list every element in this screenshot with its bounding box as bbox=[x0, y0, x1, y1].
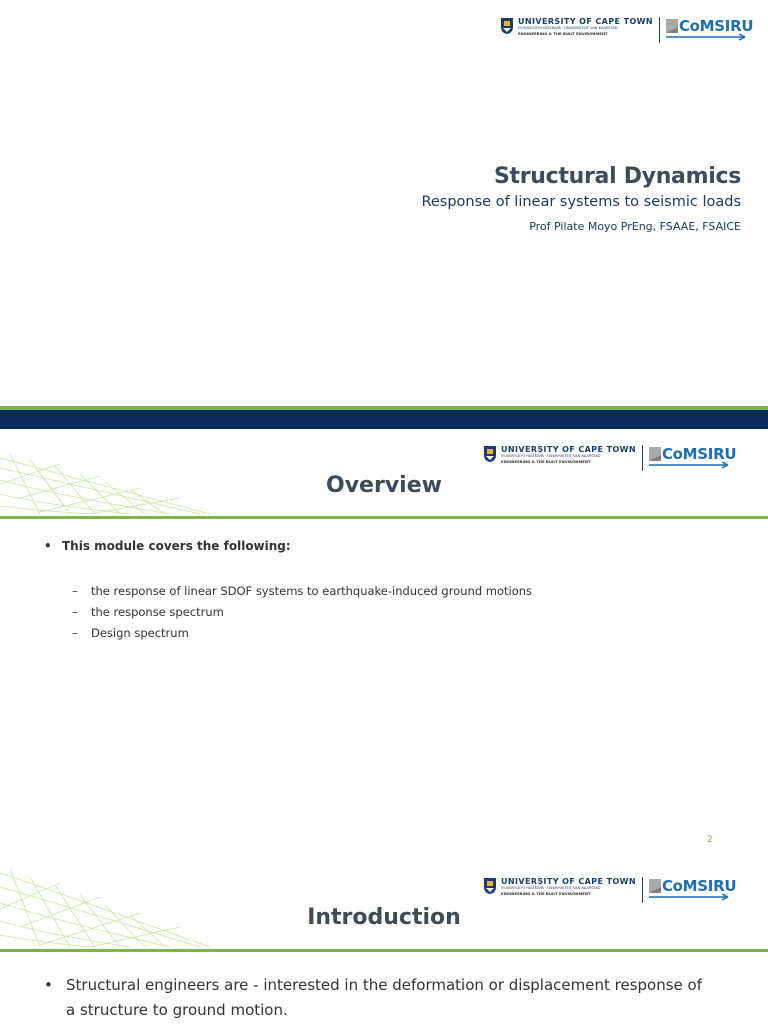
logo-divider bbox=[659, 17, 660, 43]
uct-faculty: ENGINEERING & THE BUILT ENVIRONMENT bbox=[518, 31, 608, 36]
list-item bbox=[72, 605, 224, 619]
uct-sub: IYUNIVESITHI YASEKAPA · UNIVERSITEIT VAN KAAPSTAD bbox=[501, 454, 601, 458]
bullet-dot: • bbox=[44, 976, 53, 994]
uct-crest-icon bbox=[483, 877, 497, 895]
presentation-author: Prof Pilate Moyo PrEng, FSAAE, FSAICE bbox=[529, 220, 741, 233]
dash-marker: – bbox=[72, 626, 78, 640]
comsiru-logo bbox=[665, 17, 754, 41]
uct-crest-icon bbox=[500, 17, 514, 35]
logo-block bbox=[500, 17, 754, 43]
presentation-subtitle: Response of linear systems to seismic loads bbox=[421, 194, 741, 210]
comsiru-logo bbox=[648, 877, 737, 901]
introduction-slide bbox=[0, 849, 768, 1024]
bullet-item bbox=[44, 539, 291, 553]
list-item-text: the response of linear SDOF systems to earthquake-induced ground motions bbox=[91, 584, 533, 598]
bullet-line bbox=[44, 998, 744, 1023]
comsiru-name: CoMSIRU bbox=[661, 877, 737, 895]
slide-title: Overview bbox=[326, 473, 442, 498]
dash-marker: – bbox=[72, 584, 78, 598]
title-slide bbox=[0, 0, 768, 406]
bullet-text: Structural engineers are - interested in the deformation or displacement response of bbox=[66, 976, 702, 994]
uct-crest-icon bbox=[483, 445, 497, 463]
overview-slide bbox=[0, 429, 768, 844]
uct-wordmark bbox=[501, 445, 636, 465]
logo-block bbox=[483, 877, 737, 903]
page-number: 2 bbox=[707, 835, 713, 844]
uct-faculty: ENGINEERING & THE BUILT ENVIRONMENT bbox=[501, 891, 591, 896]
dash-marker: – bbox=[72, 605, 78, 619]
uct-sub: IYUNIVESITHI YASEKAPA · UNIVERSITEIT VAN KAAPSTAD bbox=[518, 26, 618, 30]
title-rule bbox=[0, 949, 768, 952]
slide-band-navy bbox=[0, 410, 768, 429]
uct-faculty: ENGINEERING & THE BUILT ENVIRONMENT bbox=[501, 459, 591, 464]
logo-block bbox=[483, 445, 737, 471]
title-rule bbox=[0, 516, 768, 519]
uct-wordmark bbox=[501, 877, 636, 897]
comsiru-name: CoMSIRU bbox=[661, 445, 737, 463]
bullet-text: This module covers the following: bbox=[62, 539, 291, 553]
uct-name: UNIVERSITY OF CAPE TOWN bbox=[501, 877, 636, 886]
slide-title: Introduction bbox=[307, 905, 461, 930]
list-item bbox=[72, 584, 532, 598]
logo-divider bbox=[642, 445, 643, 471]
uct-name: UNIVERSITY OF CAPE TOWN bbox=[501, 445, 636, 454]
list-item-text: Design spectrum bbox=[91, 626, 189, 640]
bullet-text: a structure to ground motion. bbox=[66, 1001, 288, 1019]
uct-sub: IYUNIVESITHI YASEKAPA · UNIVERSITEIT VAN KAAPSTAD bbox=[501, 886, 601, 890]
comsiru-logo bbox=[648, 445, 737, 469]
logo-divider bbox=[642, 877, 643, 903]
comsiru-name: CoMSIRU bbox=[678, 17, 754, 35]
list-item bbox=[72, 626, 189, 640]
bullet-item bbox=[44, 973, 744, 1023]
presentation-title: Structural Dynamics bbox=[494, 164, 741, 189]
list-item-text: the response spectrum bbox=[91, 605, 224, 619]
bullet-dot: • bbox=[44, 539, 52, 553]
uct-name: UNIVERSITY OF CAPE TOWN bbox=[518, 17, 653, 26]
bullet-line bbox=[44, 973, 744, 998]
uct-wordmark bbox=[518, 17, 653, 37]
